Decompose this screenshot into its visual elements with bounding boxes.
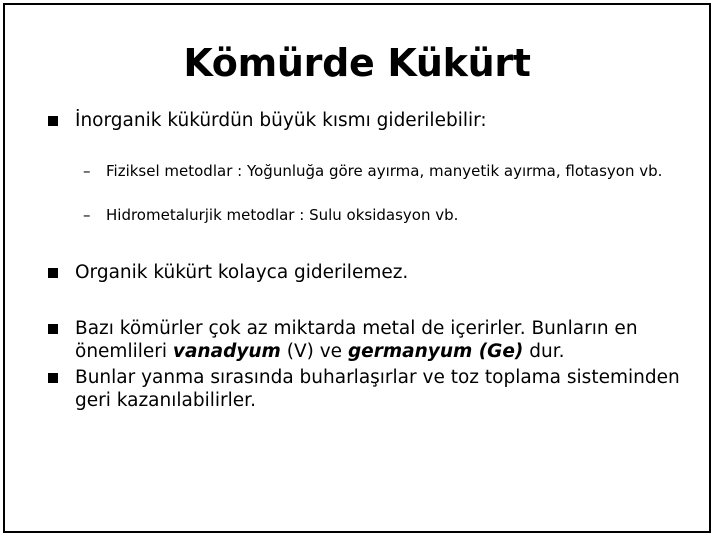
bullet-text-before: Bazı kömürler çok az miktarda metal de içerirler. Bunların en önemlileri [75,318,638,362]
bullet-text-after: dur. [529,341,565,362]
slide [3,3,711,533]
bullet-square-icon [48,116,58,126]
bullet-text [75,317,690,363]
bullet-square-icon [48,373,58,383]
bullet-text: İnorganik kükürdün büyük kısmı giderilebilir: [75,110,487,131]
dash-marker: – [83,162,91,180]
bullet-square-icon [48,268,58,278]
bullet-square-icon [48,324,58,334]
bullet-text: Bunlar yanma sırasında buharlaşırlar ve toz toplama sisteminden geri kazanılabilirler. [75,367,680,411]
slide-title: Kömürde Kükürt [183,41,531,85]
emphasis-germanyum: germanyum (Ge) [347,341,524,362]
dash-marker: – [83,206,91,224]
sub-text: Hidrometalurjik metodlar : Sulu oksidasyon vb. [106,206,459,224]
bullet-text: Organik kükürt kolayca giderilemez. [75,262,409,283]
emphasis-vanadyum: vanadyum [172,341,281,362]
sub-text: Fiziksel metodlar : Yoğunluğa göre ayırma, manyetik ayırma, flotasyon vb. [106,162,663,180]
bullet-text-middle: (V) ve [286,341,343,362]
